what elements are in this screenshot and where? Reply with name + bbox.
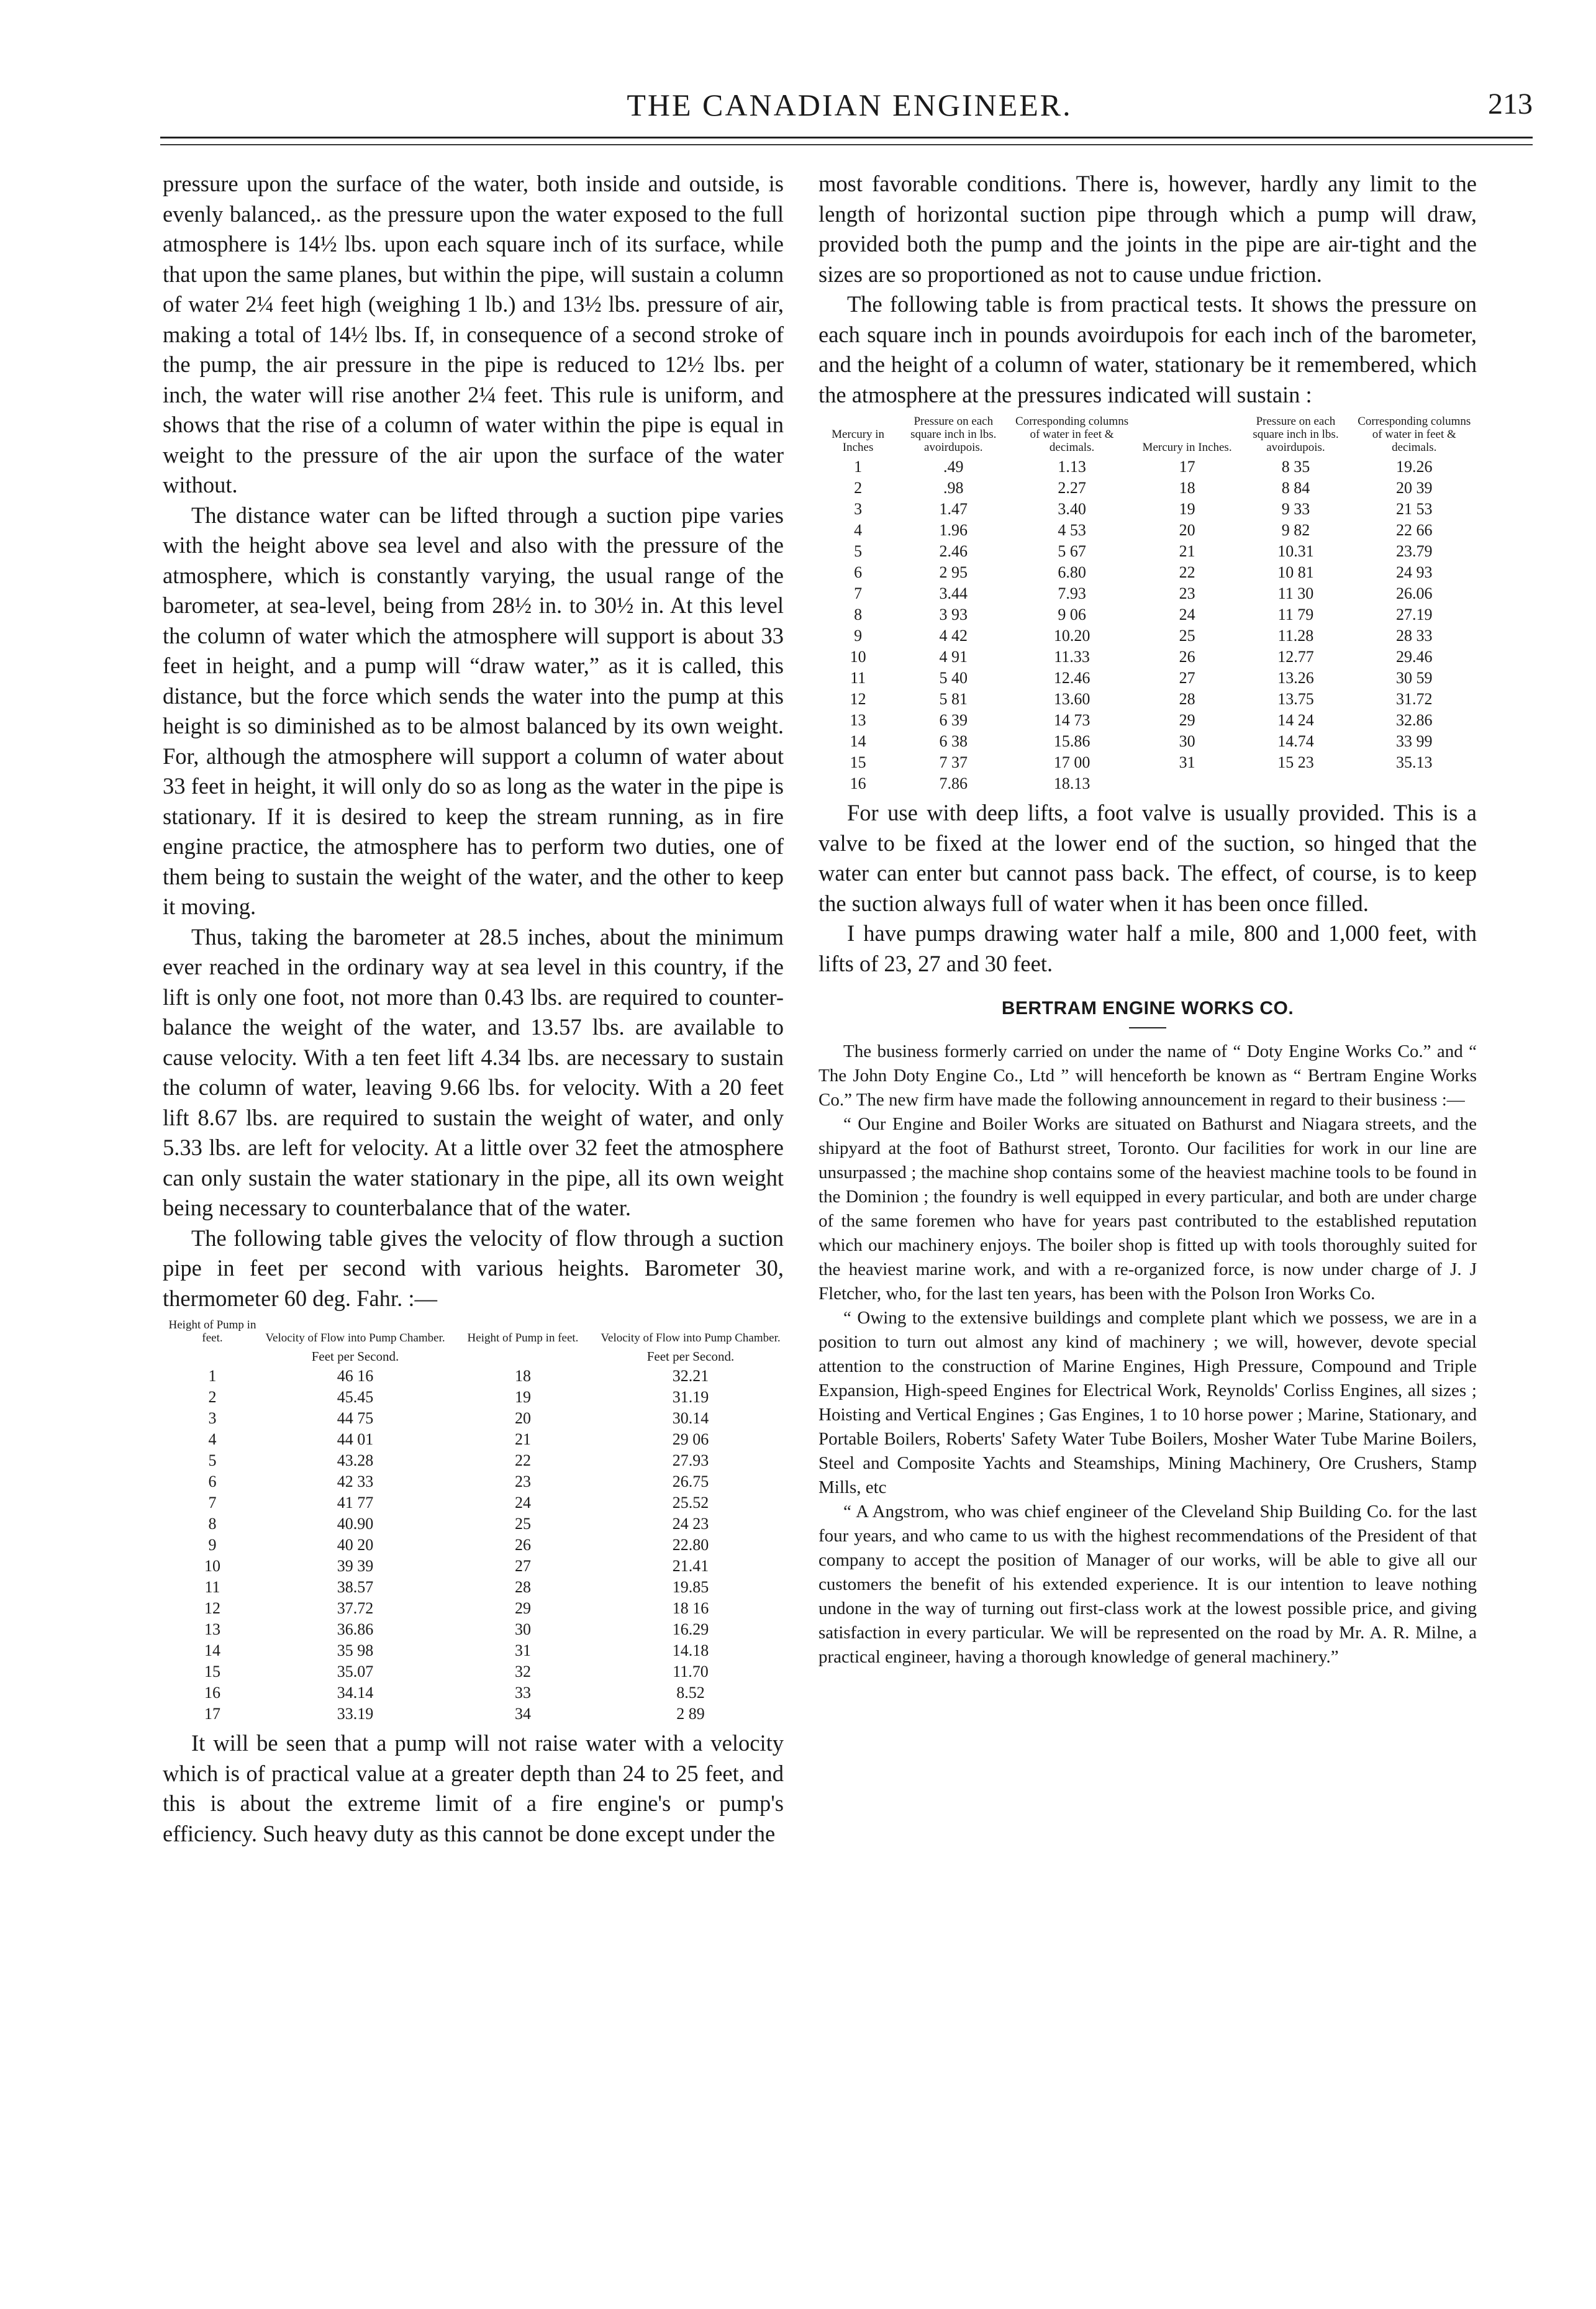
left-column bbox=[163, 169, 784, 1849]
table-cell: 2.46 bbox=[939, 542, 968, 560]
table-cell: 40.90 bbox=[337, 1515, 374, 1533]
table-cell: 22 bbox=[515, 1451, 531, 1469]
table-header: Mercury in Inches bbox=[832, 428, 885, 454]
table-cell: 27.19 bbox=[1396, 606, 1433, 624]
table-cell: 27.93 bbox=[672, 1451, 709, 1469]
table-cell: 13 bbox=[204, 1620, 220, 1638]
table-cell: 6.80 bbox=[1058, 563, 1086, 581]
section-title: BERTRAM ENGINE WORKS CO. bbox=[1001, 998, 1294, 1018]
table-row bbox=[818, 456, 1477, 478]
table-cell: 29 bbox=[515, 1599, 531, 1617]
table-cell: 30 bbox=[1179, 732, 1195, 750]
table-row bbox=[163, 1640, 784, 1661]
table-cell: 11.28 bbox=[1277, 627, 1314, 645]
table-cell: 2 89 bbox=[676, 1705, 705, 1723]
table-row bbox=[818, 604, 1477, 625]
page-number: 213 bbox=[1488, 88, 1533, 120]
table-cell: 25.52 bbox=[672, 1494, 709, 1512]
table-cell: 5 67 bbox=[1058, 542, 1086, 560]
table-cell: .49 bbox=[943, 458, 964, 476]
table-row bbox=[163, 1556, 784, 1577]
table-cell: 11 bbox=[850, 669, 866, 687]
table-cell: 30.14 bbox=[672, 1409, 709, 1427]
table-cell: 15 23 bbox=[1277, 753, 1314, 771]
table-row bbox=[163, 1577, 784, 1598]
table-header-row bbox=[163, 1318, 784, 1347]
table-row bbox=[163, 1598, 784, 1619]
table-cell bbox=[1352, 773, 1477, 794]
paragraph: “ Our Engine and Boiler Works are situated on Bathurst and Niagara streets, and the shipyard at the foot of Bathurst street, Toronto. Our facilities for work in our line are unsurpassed ; the machine shop contains some of the heaviest machine tools to be found in the Dominion ; the foundry is well equipped in every particular, and both are under charge of the same foremen who have for years past contributed to the established reputation which our machinery enjoys. The boiler shop is fitted up with tools thoroughly suited for the heaviest marine work, and with a re-organized force, is now under charge of J. J Fletcher, who, for the last ten years, has been with the Polson Iron Works Co. bbox=[818, 1114, 1477, 1304]
table-cell: 18 bbox=[515, 1367, 531, 1385]
table-cell: 21 53 bbox=[1396, 500, 1433, 518]
table-cell: 39 39 bbox=[337, 1557, 374, 1575]
table-cell: 13.60 bbox=[1053, 690, 1090, 708]
table-row bbox=[163, 1513, 784, 1535]
table-row bbox=[163, 1661, 784, 1682]
table-cell: 19.85 bbox=[672, 1578, 709, 1596]
table-cell: 18 16 bbox=[672, 1599, 709, 1617]
table-cell: 24 93 bbox=[1396, 563, 1433, 581]
table-cell: 28 33 bbox=[1396, 627, 1433, 645]
table-cell: 13.26 bbox=[1277, 669, 1314, 687]
table-cell: 11 79 bbox=[1277, 606, 1314, 624]
table-cell: 35.13 bbox=[1396, 753, 1433, 771]
table-cell: 10.31 bbox=[1277, 542, 1314, 560]
table-cell: 28 bbox=[1179, 690, 1195, 708]
table-cell: 10 bbox=[204, 1557, 220, 1575]
table-cell: 31.19 bbox=[672, 1388, 709, 1406]
table-cell: 33 bbox=[515, 1684, 531, 1702]
table-cell: 6 39 bbox=[939, 711, 968, 729]
table-cell: 16 bbox=[850, 774, 866, 792]
table-row bbox=[818, 752, 1477, 773]
paragraph: For use with deep lifts, a foot valve is usually provided. This is a valve to be fixed at the lower end of the suction, so hinged that the water can enter but cannot pass back. The effect, of course, is to keep the suction always full of water when it has been once filled. bbox=[818, 800, 1477, 916]
table-cell: 3.44 bbox=[939, 584, 968, 602]
paragraph: “ A Angstrom, who was chief engineer of the Cleveland Ship Building Co. for the last four years, and who came to us with the highest recommendations of the President of that company to accept the position of Manager of our works, will be able to give all our customers the benefit of his extended experience. It is our intention to leave nothing undone in the way of turning out first-class work at the lowest possible price, and giving satisfaction in every particular. We will be represented on the road by Mr. A. R. Milne, a practical engineer, having a thorough knowledge of general machinery.” bbox=[818, 1502, 1477, 1667]
table-row bbox=[163, 1492, 784, 1513]
table-cell: 4 bbox=[208, 1430, 217, 1448]
table-cell: 43.28 bbox=[337, 1451, 374, 1469]
paragraph: The following table is from practical tests. It shows the pressure on each square inch in pounds avoirdupois for each inch of the barometer, and the height of a column of water, stationary be it remembered, which the atmosphere at the pressures indicated will sustain : bbox=[818, 291, 1477, 407]
table-row bbox=[818, 520, 1477, 541]
table-cell: 33 99 bbox=[1396, 732, 1433, 750]
table-header: Velocity of Flow into Pump Chamber. bbox=[601, 1331, 781, 1345]
page-header bbox=[160, 87, 1533, 130]
table-row bbox=[818, 562, 1477, 583]
table-cell: 34.14 bbox=[337, 1684, 374, 1702]
table-row bbox=[163, 1471, 784, 1492]
table-cell: 28 bbox=[515, 1578, 531, 1596]
table-row bbox=[163, 1366, 784, 1387]
table-cell: 44 01 bbox=[337, 1430, 374, 1448]
table-cell: 14 73 bbox=[1053, 711, 1090, 729]
table-cell: 40 20 bbox=[337, 1536, 374, 1554]
table-cell: 11.70 bbox=[673, 1663, 709, 1681]
table-cell: 12 bbox=[850, 690, 866, 708]
table-row bbox=[163, 1703, 784, 1725]
table-cell: 5 bbox=[208, 1451, 217, 1469]
table-cell: 1.96 bbox=[939, 521, 968, 539]
table-cell: 45.45 bbox=[337, 1388, 374, 1406]
paragraph: The business formerly carried on under the name of “ Doty Engine Works Co.” and “ The John Doty Engine Co., Ltd ” will henceforth be known as “ Bertram Engine Works Co.” The new firm have made the following announcement in regard to their business :— bbox=[818, 1041, 1477, 1110]
table-cell: 19 bbox=[515, 1388, 531, 1406]
table-cell: 5 81 bbox=[939, 690, 968, 708]
table-cell: 27 bbox=[515, 1557, 531, 1575]
table-cell: 11.33 bbox=[1054, 648, 1090, 666]
table-cell bbox=[1135, 773, 1240, 794]
table-cell: 29 06 bbox=[672, 1430, 709, 1448]
table-cell: 11 bbox=[204, 1578, 220, 1596]
table-cell: 3 93 bbox=[939, 606, 968, 624]
journal-title: THE CANADIAN ENGINEER. bbox=[627, 88, 1072, 122]
table-row bbox=[163, 1619, 784, 1640]
table-cell: 29 bbox=[1179, 711, 1195, 729]
table-unit-row bbox=[163, 1347, 784, 1366]
table-cell: 25 bbox=[515, 1515, 531, 1533]
table-cell: 11 30 bbox=[1277, 584, 1314, 602]
paragraph: The distance water can be lifted through a suction pipe varies with the height above sea level and also with the pressure of the atmosphere, which is constantly varying, the usual range of the barometer, at sea-level, being from 28½ in. to 30½ in. At this level the column of water which the atmosphere will support is about 33 feet in height, and a pump will “draw water,” as it is called, this distance, but the force which sends the water into the pump at this height is so diminished as to be almost balanced by its own weight. For, although the atmosphere will support a column of water about 33 feet in height, it will only do so as long as the water in the pipe is stationary. If it is desired to keep the stream running, as in fire engine practice, the atmosphere has to perform two duties, one of them being to sustain the weight of the water, and the other to keep it moving. bbox=[163, 502, 784, 919]
table-cell: 3 bbox=[208, 1409, 217, 1427]
table-cell: 1.47 bbox=[939, 500, 968, 518]
table-cell: 24 bbox=[1179, 606, 1195, 624]
paragraph: Thus, taking the barometer at 28.5 inches, about the minimum ever reached in the ordinary way at sea level in this country, if the lift is only one foot, not more than 0.43 lbs. are required to counter-balance the weight of the water, and 13.57 lbs. are available to cause velocity. With a ten feet lift 4.34 lbs. are necessary to sustain the column of water, leaving 9.66 lbs. for velocity. With a 20 feet lift 8.67 lbs. are required to sustain the weight of water, and only 5.33 lbs. are left for velocity. At a little over 32 feet the atmosphere can only sustain the water stationary in the pipe, all its own weight being necessary to counterbalance that of the water. bbox=[163, 923, 784, 1220]
table-cell: 4 bbox=[854, 521, 863, 539]
table-cell: 6 bbox=[208, 1472, 217, 1490]
table-cell: 3 bbox=[854, 500, 863, 518]
table-cell: 7 bbox=[208, 1494, 217, 1512]
table-cell: 34 bbox=[515, 1705, 531, 1723]
velocity-table bbox=[163, 1318, 784, 1725]
table-cell: 16.29 bbox=[672, 1620, 709, 1638]
table-cell: 15 bbox=[850, 753, 866, 771]
table-row bbox=[818, 689, 1477, 710]
table-cell: 26.75 bbox=[672, 1472, 709, 1490]
paragraph: The following table gives the velocity of flow through a suction pipe in feet per second with various heights. Barometer 30, thermometer 60 deg. Fahr. :— bbox=[163, 1225, 784, 1311]
table-cell: 8 35 bbox=[1281, 458, 1310, 476]
table-cell bbox=[1240, 773, 1351, 794]
table-cell: 8 bbox=[854, 606, 863, 624]
table-cell: 36.86 bbox=[337, 1620, 374, 1638]
table-cell: 46 16 bbox=[337, 1367, 374, 1385]
table-row bbox=[818, 499, 1477, 520]
table-header: Height of Pump in feet. bbox=[467, 1331, 579, 1345]
table-cell: 26.06 bbox=[1396, 584, 1433, 602]
table-cell: 12 bbox=[204, 1599, 220, 1617]
table-header: Height of Pump in feet. bbox=[168, 1318, 256, 1345]
pressure-table bbox=[818, 415, 1477, 794]
table-cell: 10 81 bbox=[1277, 563, 1314, 581]
table-cell: 20 bbox=[1179, 521, 1195, 539]
table-cell: 23 bbox=[515, 1472, 531, 1490]
section-rule bbox=[1129, 1027, 1166, 1028]
table-cell: 14.18 bbox=[672, 1641, 709, 1659]
table-cell: 1 bbox=[208, 1367, 217, 1385]
table-row bbox=[818, 710, 1477, 731]
table-cell: 3.40 bbox=[1058, 500, 1086, 518]
table-cell: 2 95 bbox=[939, 563, 968, 581]
table-cell: 12.77 bbox=[1277, 648, 1314, 666]
table-header: Velocity of Flow into Pump Chamber. bbox=[265, 1331, 445, 1345]
table-cell: 6 38 bbox=[939, 732, 968, 750]
table-cell: 22.80 bbox=[672, 1536, 709, 1554]
table-cell: 30 bbox=[515, 1620, 531, 1638]
table-cell: 31 bbox=[1179, 753, 1195, 771]
table-row bbox=[818, 646, 1477, 668]
table-cell: 24 23 bbox=[672, 1515, 709, 1533]
section-body bbox=[818, 1040, 1477, 1669]
table-cell: 22 bbox=[1179, 563, 1195, 581]
table-cell: 13.75 bbox=[1277, 690, 1314, 708]
table-cell: 37.72 bbox=[337, 1599, 374, 1617]
table-cell: 23.79 bbox=[1396, 542, 1433, 560]
table-cell: 10.20 bbox=[1053, 627, 1090, 645]
table-header: Pressure on each square inch in lbs. avoirdupois. bbox=[910, 415, 997, 454]
table-cell: 14 bbox=[204, 1641, 220, 1659]
table-cell: 21 bbox=[515, 1430, 531, 1448]
table-cell: 22 66 bbox=[1396, 521, 1433, 539]
table-cell: 15 bbox=[204, 1663, 220, 1681]
table-cell: 32 bbox=[515, 1663, 531, 1681]
table-cell: 20 bbox=[515, 1409, 531, 1427]
table-cell: 18.13 bbox=[1053, 774, 1090, 792]
table-cell: 9 82 bbox=[1281, 521, 1310, 539]
header-rule bbox=[160, 137, 1533, 138]
table-cell: 24 bbox=[515, 1494, 531, 1512]
table-row bbox=[163, 1408, 784, 1429]
table-cell: 9 bbox=[854, 627, 863, 645]
table-cell: 32.86 bbox=[1396, 711, 1433, 729]
table-cell: 2 bbox=[208, 1388, 217, 1406]
table-cell: 10 bbox=[850, 648, 866, 666]
table-cell: 42 33 bbox=[337, 1472, 374, 1490]
table-cell: 35.07 bbox=[337, 1663, 374, 1681]
table-header: Corresponding columns of water in feet & decimals. bbox=[1015, 415, 1129, 454]
table-cell: 9 bbox=[208, 1536, 217, 1554]
table-cell: 41 77 bbox=[337, 1494, 374, 1512]
paragraph: “ Owing to the extensive buildings and complete plant which we possess, we are in a position to turn out almost any kind of machinery ; we will, however, devote special attention to the construction of Marine Engines, High Pressure, Compound and Triple Expansion, High-speed Engines for Electrical Work, Reynolds' Corliss Engines, all sizes ; Hoisting and Vertical Engines ; Gas Engines, 1 to 10 horse power ; Marine, Stationary, and Portable Boilers, Roberts' Safety Water Tube Boilers, Mosher Water Tube Marine Boilers, Steel and Composite Yachts and Steamships, Mining Machinery, Ore Crushers, Stamp Mills, etc bbox=[818, 1308, 1477, 1497]
table-cell: 2.27 bbox=[1058, 479, 1086, 497]
table-header: Pressure on each square inch in lbs. avoirdupois. bbox=[1253, 415, 1339, 454]
table-cell: 18 bbox=[1179, 479, 1195, 497]
table-cell: 33.19 bbox=[337, 1705, 374, 1723]
table-row bbox=[818, 625, 1477, 646]
table-cell: 21.41 bbox=[672, 1557, 709, 1575]
table-cell: 17 bbox=[204, 1705, 220, 1723]
table-cell: 14 24 bbox=[1277, 711, 1314, 729]
table-cell: 23 bbox=[1179, 584, 1195, 602]
table-cell: 44 75 bbox=[337, 1409, 374, 1427]
unit-label: Feet per Second. bbox=[646, 1349, 735, 1364]
table-cell: 27 bbox=[1179, 669, 1195, 687]
paragraph: most favorable conditions. There is, however, hardly any limit to the length of horizontal suction pipe through which a pump will draw, provided both the pump and the joints in the pipe are air-tight and the sizes are so proportioned as not to cause undue friction. bbox=[818, 171, 1477, 287]
table-row bbox=[163, 1429, 784, 1450]
table-row bbox=[163, 1450, 784, 1471]
table-cell: 1.13 bbox=[1058, 458, 1086, 476]
table-cell: 1 bbox=[854, 458, 863, 476]
table-cell: 38.57 bbox=[337, 1578, 374, 1596]
table-cell: 30 59 bbox=[1396, 669, 1433, 687]
unit-label: Feet per Second. bbox=[311, 1349, 399, 1364]
table-row bbox=[818, 668, 1477, 689]
table-cell: 8 bbox=[208, 1515, 217, 1533]
paragraph: I have pumps drawing water half a mile, 800 and 1,000 feet, with lifts of 23, 27 and 30 feet. bbox=[818, 920, 1477, 976]
table-cell: 19 bbox=[1179, 500, 1195, 518]
table-cell: 17 bbox=[1179, 458, 1195, 476]
table-cell: 7 bbox=[854, 584, 863, 602]
table-cell: 2 bbox=[854, 479, 863, 497]
table-cell: 14.74 bbox=[1277, 732, 1314, 750]
table-cell: 17 00 bbox=[1053, 753, 1090, 771]
table-cell: 8 84 bbox=[1281, 479, 1310, 497]
table-cell: 5 bbox=[854, 542, 863, 560]
table-cell: 21 bbox=[1179, 542, 1195, 560]
table-cell: 9 33 bbox=[1281, 500, 1310, 518]
table-cell: 5 40 bbox=[939, 669, 968, 687]
table-cell: 31.72 bbox=[1396, 690, 1433, 708]
table-row bbox=[818, 773, 1477, 794]
table-cell: 15.86 bbox=[1053, 732, 1090, 750]
paragraph: It will be seen that a pump will not raise water with a velocity which is of practical value at a greater depth than 24 to 25 feet, and this is about the extreme limit of a fire engine's or pump's efficiency. Such heavy duty as this cannot be done except under the bbox=[163, 1730, 784, 1846]
table-header-row bbox=[818, 415, 1477, 456]
table-cell: 16 bbox=[204, 1684, 220, 1702]
header-rule-secondary bbox=[160, 144, 1533, 145]
right-column bbox=[818, 169, 1477, 1669]
table-cell: 7.86 bbox=[939, 774, 968, 792]
table-row bbox=[163, 1387, 784, 1408]
table-row bbox=[818, 541, 1477, 562]
table-row bbox=[818, 731, 1477, 752]
paragraph: pressure upon the surface of the water, both inside and outside, is evenly balanced,. as the pressure upon the water exposed to the full atmosphere is 14½ lbs. upon each square inch of its surface, while that upon the same planes, but within the pipe, will sustain a column of water 2¼ feet high (weighing 1 lb.) and 13½ lbs. pressure of air, making a total of 14½ lbs. If, in consequence of a second stroke of the pump, the air pressure in the pipe is reduced to 12½ lbs. per inch, the water will rise another 2¼ feet. This rule is uniform, and shows that the rise of a column of water within the pipe is equal in weight to the pressure of the air upon the surface of the water without. bbox=[163, 171, 784, 497]
table-header: Mercury in Inches. bbox=[1142, 441, 1232, 454]
table-row bbox=[163, 1682, 784, 1703]
table-cell: 26 bbox=[1179, 648, 1195, 666]
table-cell: 29.46 bbox=[1396, 648, 1433, 666]
table-cell: 13 bbox=[850, 711, 866, 729]
table-header: Corresponding columns of water in feet & decimals. bbox=[1358, 415, 1471, 454]
table-cell: 19.26 bbox=[1396, 458, 1433, 476]
table-cell: 4 53 bbox=[1058, 521, 1086, 539]
table-cell: 6 bbox=[854, 563, 863, 581]
table-cell: .98 bbox=[943, 479, 964, 497]
table-cell: 8.52 bbox=[676, 1684, 705, 1702]
table-cell: 12.46 bbox=[1053, 669, 1090, 687]
table-cell: 32.21 bbox=[672, 1367, 709, 1385]
table-cell: 4 42 bbox=[939, 627, 968, 645]
table-row bbox=[818, 478, 1477, 499]
table-cell: 4 91 bbox=[939, 648, 968, 666]
table-cell: 31 bbox=[515, 1641, 531, 1659]
table-cell: 35 98 bbox=[337, 1641, 374, 1659]
table-cell: 7.93 bbox=[1058, 584, 1086, 602]
table-cell: 20 39 bbox=[1396, 479, 1433, 497]
table-row bbox=[818, 583, 1477, 604]
table-cell: 25 bbox=[1179, 627, 1195, 645]
table-cell: 14 bbox=[850, 732, 866, 750]
table-cell: 26 bbox=[515, 1536, 531, 1554]
table-row bbox=[163, 1535, 784, 1556]
table-cell: 7 37 bbox=[939, 753, 968, 771]
table-cell: 9 06 bbox=[1058, 606, 1086, 624]
